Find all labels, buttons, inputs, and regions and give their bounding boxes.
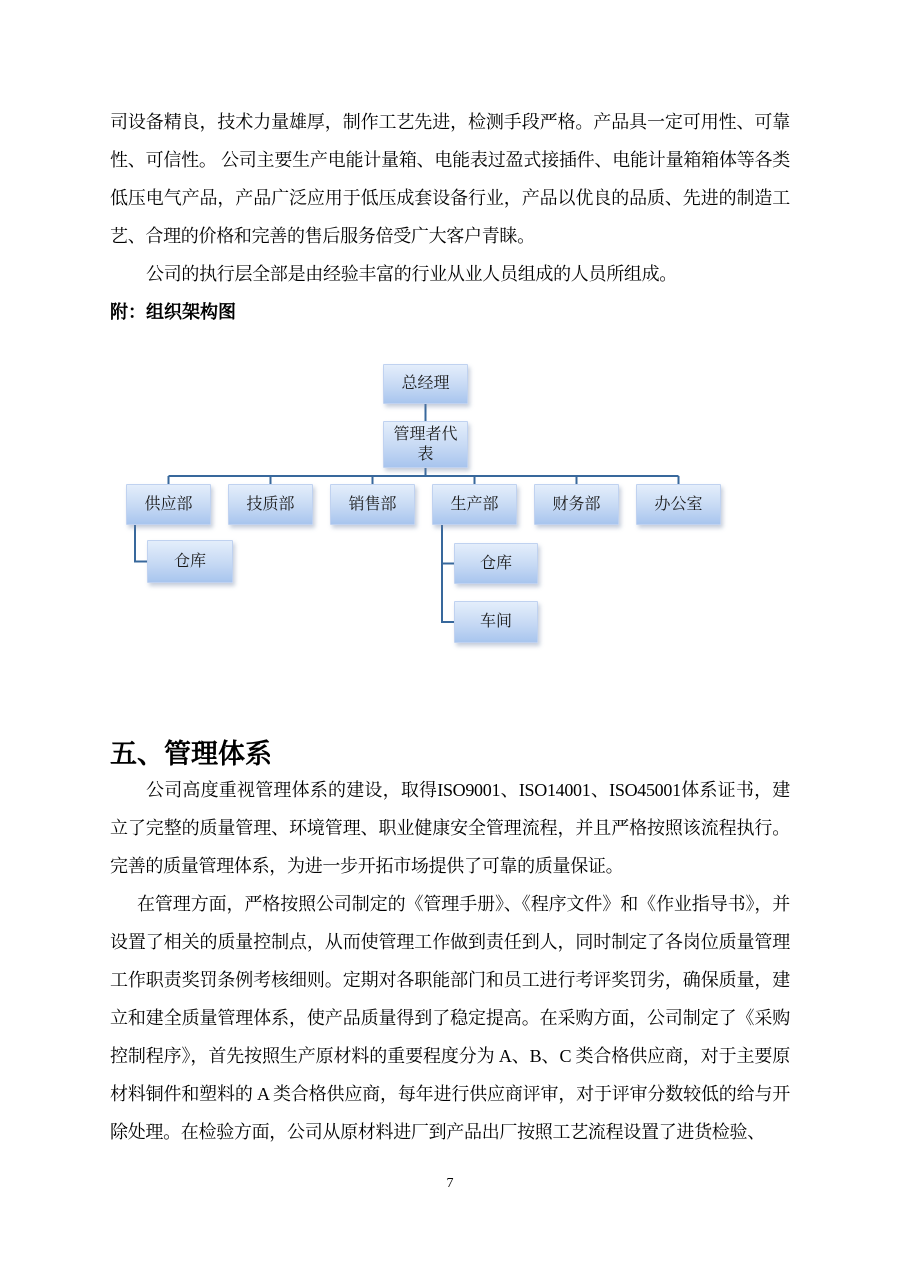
connector-line xyxy=(135,525,147,562)
paragraph-management-procurement-inspection: 在管理方面，严格按照公司制定的《管理手册》、《程序文件》和《作业指导书》，并设置了相关的质量控制点，从而使管理工作做到责任到人，同时制定了各岗位质量管理工作职责奖罚条例考核细则。定期对各职能部门和员工进行考评奖罚劣，确保质量，建立和建全质量管理体系，使产品质量得到了稳定提高。在采购方面，公司制定了《采购控制程序》，首先按照生产原材料的重要程度分为 A、B、C 类合格供应商，对于主要原材料铜件和塑料的 A 类合格供应商，每年进行供应商评审，对于评审分数较低的给与开除处理。在检验方面，公司从原材料进厂到产品出厂按照工艺流程设置了进货检验、 xyxy=(110,894,790,1142)
org-node-dept-supply: 供应部 xyxy=(126,484,211,525)
attachment-heading: 附：组织架构图 xyxy=(110,302,236,322)
paragraph-iso-certificates: 公司高度重视管理体系的建设，取得ISO9001、ISO14001、ISO45001体系证书，建立了完整的质量管理、环境管理、职业健康安全管理流程，并且严格按照该流程执行。完善的质量管理体系，为进一步开拓市场提供了可靠的质量保证。 xyxy=(110,780,790,876)
org-node-dept-tech-quality: 技质部 xyxy=(228,484,313,525)
org-node-general-manager: 总经理 xyxy=(383,364,468,404)
section-heading-management-system: 五、管理体系 xyxy=(110,739,272,769)
org-node-supply-warehouse: 仓库 xyxy=(147,540,233,583)
org-node-dept-finance: 财务部 xyxy=(534,484,619,525)
paragraph-executive-team: 公司的执行层全部是由经验丰富的行业从业人员组成的人员所组成。 xyxy=(146,264,677,284)
org-node-dept-sales: 销售部 xyxy=(330,484,415,525)
org-node-production-warehouse: 仓库 xyxy=(454,543,538,584)
connector-line xyxy=(442,525,454,622)
org-chart xyxy=(110,364,790,649)
paragraph-company-products: 司设备精良，技术力量雄厚，制作工艺先进，检测手段严格。产品具一定可用性、可靠性、可信性。 公司主要生产电能计量箱、电能表过盈式接插件、电能计量箱箱体等各类低压电气产品，产品广泛应用于低压成套设备行业，产品以优良的品质、先进的制造工艺、合理的价格和完善的售后服务倍受广大客户青睐。 xyxy=(110,112,790,246)
page-number: 7 xyxy=(446,1176,454,1191)
org-node-dept-office: 办公室 xyxy=(636,484,721,525)
org-node-dept-production: 生产部 xyxy=(432,484,517,525)
org-node-management-representative: 管理者代表 xyxy=(383,421,468,468)
org-node-production-workshop: 车间 xyxy=(454,601,538,643)
